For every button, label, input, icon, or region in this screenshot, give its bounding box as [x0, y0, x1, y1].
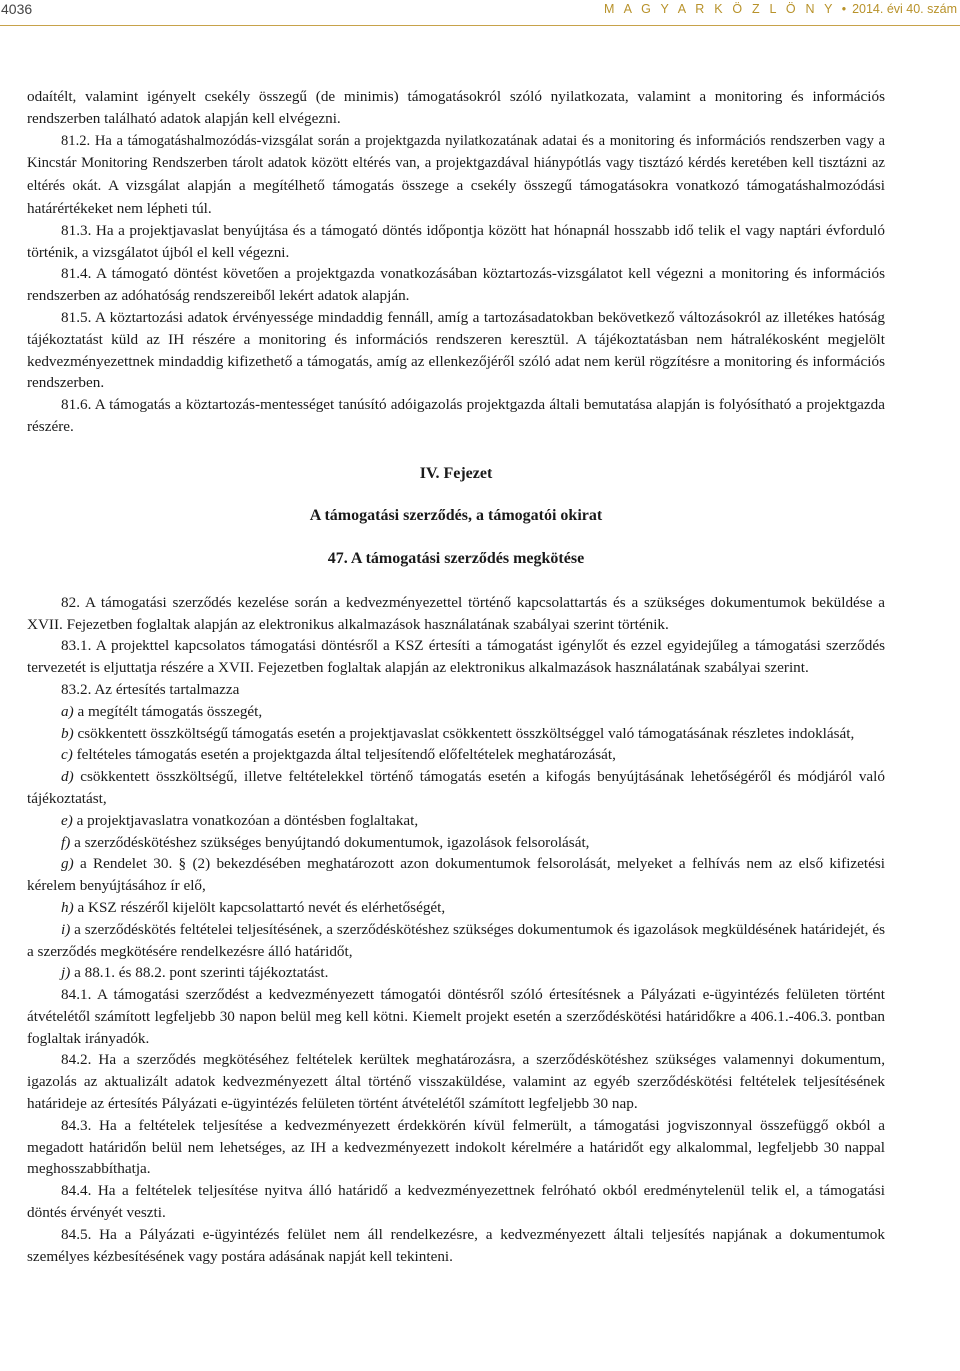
paragraph-82: 82. A támogatási szerződés kezelése során a kedvezményezettel történő kapcsolattartás és a szükséges dokumentumok beküldése a XVII. Fejezetben foglaltak alapján az elektronikus alkalmazások használatának szabályai szerint történik.: [27, 593, 885, 633]
list-letter: f): [61, 833, 71, 851]
paragraph-84-5: 84.5. Ha a Pályázati e-ügyintézés felület nem áll rendelkezésre, a kedvezményezett általi teljesítés napjának a dokumentumok személyes kézbesítésének vagy postára adásának napját kell tekinteni.: [27, 1225, 885, 1265]
list-item: [27, 832, 885, 854]
journal-title: [604, 1, 957, 17]
paragraph-84-1: 84.1. A támogatási szerződést a kedvezményezett támogatói döntésről szóló értesítésnek a Pályázati e-ügyintézés felületen történt átvételétől számított legfeljebb 30 napon belül meg kell kötni. Kiemelt projekt esetén a szerződéskötési határidőkre a 406.1.-406.3. pontban foglaltak irányadók.: [27, 986, 885, 1047]
list-item: [27, 744, 885, 766]
paragraph-81-6: 81.6. A támogatás a köztartozás-mentességet tanúsító adóigazolás projektgazda általi bemutatása alapján is folyósítható a projektgazda részére.: [27, 396, 885, 435]
list-text: a szerződéskötéshez szükséges benyújtandó dokumentumok, igazolások felsorolását,: [70, 833, 590, 851]
chapter-title: A támogatási szerződés, a támogatói okirat: [309, 506, 603, 524]
page-number: 4036: [1, 1, 33, 17]
list-letter: i): [61, 920, 71, 938]
document-body: [27, 86, 885, 1267]
paragraph-81-3: 81.3. Ha a projektjavaslat benyújtása és a támogató döntés időpontja között hat hónapnál hosszabb idő telik el vagy naptári évforduló történik, a vizsgálatot újból el kell végezni.: [27, 221, 885, 261]
list-letter: h): [61, 898, 74, 916]
list-text: a projektjavaslatra vonatkozóan a döntésben foglaltakat,: [72, 811, 419, 829]
list-letter: g): [61, 855, 74, 873]
list-text: a megítélt támogatás összegét,: [73, 702, 263, 720]
chapter-heading: IV. Fejezet: [419, 464, 493, 482]
list-text: a Rendelet 30. § (2) bekezdésében meghatározott azon dokumentumok felsorolását, melyeket a felhívás nem az első kifizetési kérelem benyújtásához ír elő,: [27, 855, 885, 895]
list-item: [27, 723, 885, 745]
list-item: [27, 766, 885, 810]
list-item: [27, 853, 885, 897]
list-item: [27, 810, 885, 832]
list-text: a 88.1. és 88.2. pont szerinti tájékoztatást.: [70, 964, 329, 982]
list-text: csökkentett összköltségű, illetve feltételekkel történő támogatás esetén a kifogás benyújtásának lehetőségéről és módjáról való tájékoztatást,: [27, 768, 885, 807]
paragraph-81-5: 81.5. A köztartozási adatok érvényessége mindaddig fennáll, amíg a tartozásadatokban bekövetkező változásokról az illetékes hatóság tájékoztatást küld az IH részére a monitoring és információs rendszeren keresztül. A tájékoztatásban nem hátralékosként megjelölt kedvezményezettnek mindaddig kifizethető a támogatás, amíg az ellenkezőjéről szóló adat nem kerül rögzítésre a monitoring és információs rendszerben.: [27, 308, 885, 392]
issue-label: 2014. évi 40. szám: [852, 2, 957, 16]
page-header: [0, 0, 960, 20]
paragraph-84-4: 84.4. Ha a feltételek teljesítése nyitva álló határidő a kedvezményezettnek felróható okból eredménytelenül telik el, a támogatási döntés érvényét veszti.: [27, 1182, 885, 1222]
paragraph-84-3: 84.3. Ha a feltételek teljesítése a kedvezményezett érdekkörén kívül felmerült, a támogatási jogviszonnyal összefüggő okból a megadott határidőn belül nem lehetséges, az IH a kedvezményezett indokolt kérelmére a határidőt egy alkalommal, legfeljebb 30 nappal meghosszabbíthatja.: [27, 1116, 885, 1178]
section-heading: 47. A támogatási szerződés megkötése: [327, 549, 585, 567]
paragraph-81-2-part2: A vizsgálat alapján a megítélhető támogatás összege a csekély összegű támogatásokra vonatkozó támogatáshalmozódási határértékeket nem lépheti túl.: [27, 177, 885, 217]
paragraph-intro: odaítélt, valamint igényelt csekély összegű (de minimis) támogatásokról szóló nyilatkozata, valamint a monitoring és információs rendszerben található adatok alapján kell elvégezni.: [27, 88, 885, 127]
list-item: [27, 701, 885, 723]
list-letter: a): [61, 702, 74, 720]
list-letter: c): [61, 746, 73, 764]
paragraph-81-2: [27, 130, 885, 220]
list-letter: e): [61, 811, 73, 829]
list-letter: j): [61, 964, 71, 982]
list-item: [27, 897, 885, 919]
list-letter: d): [61, 768, 74, 786]
list-letter: b): [61, 724, 74, 742]
list-item: [27, 919, 885, 963]
journal-name: M A G Y A R K Ö Z L Ö N Y: [604, 2, 836, 16]
list-text: a KSZ részéről kijelölt kapcsolattartó nevét és elérhetőségét,: [73, 898, 446, 916]
list-text: feltételes támogatás esetén a projektgazda által teljesítendő előfeltételek meghatározását,: [72, 746, 616, 764]
paragraph-83-1: 83.1. A projekttel kapcsolatos támogatási döntésről a KSZ értesíti a támogatást igénylőt és ezzel egyidejűleg a támogatási szerződés tervezetét is eljuttatja részére a XVII. Fejezetben foglaltak alapján az elektronikus alkalmazások használatának szabályai szerint.: [27, 637, 885, 677]
paragraph-81-2-part1: 81.2. Ha a támogatáshalmozódás-vizsgálat során a projektgazda nyilatkozatának adatai és a monitoring és információs rendszerben vagy a Kincstár Monitoring Rendszerben tárolt adatok között eltérés van, a projektgazdával hiánypótlás vagy tisztázó kérdés keretében kell tisztázni az eltérés okát.: [27, 132, 885, 195]
header-rule: [0, 25, 960, 26]
list-text: csökkentett összköltségű támogatás esetén a projektjavaslat csökkentett összköltséggel való támogatásának részletes indoklását,: [73, 724, 855, 742]
paragraph-83-2: 83.2. Az értesítés tartalmazza: [61, 680, 240, 698]
separator-dot: •: [841, 2, 847, 16]
list-item: [27, 962, 885, 984]
list-text: a szerződéskötés feltételei teljesítésének, a szerződéskötéshez szükséges dokumentumok és igazolások megküldésének határidejét, és a szerződés megkötésére rendelkezésre álló határidőt,: [27, 920, 885, 960]
paragraph-81-4: 81.4. A támogató döntést követően a projektgazda vonatkozásában köztartozás-vizsgálatot kell végezni a monitoring és információs rendszerben az adóhatóság rendszereiből lekért adatok alapján.: [27, 265, 885, 305]
paragraph-84-2: 84.2. Ha a szerződés megkötéséhez feltételek kerültek meghatározásra, a szerződéskötéshez szükséges valamennyi dokumentum, igazolás az aktualizált adatok kedvezményezett által történő visszaküldése, valamint az egyéb szerződéskötési feltételek teljesítésének határideje az értesítés Pályázati e-ügyintézés felületen történt átvételétől számított legfeljebb 30 nap.: [27, 1051, 885, 1113]
